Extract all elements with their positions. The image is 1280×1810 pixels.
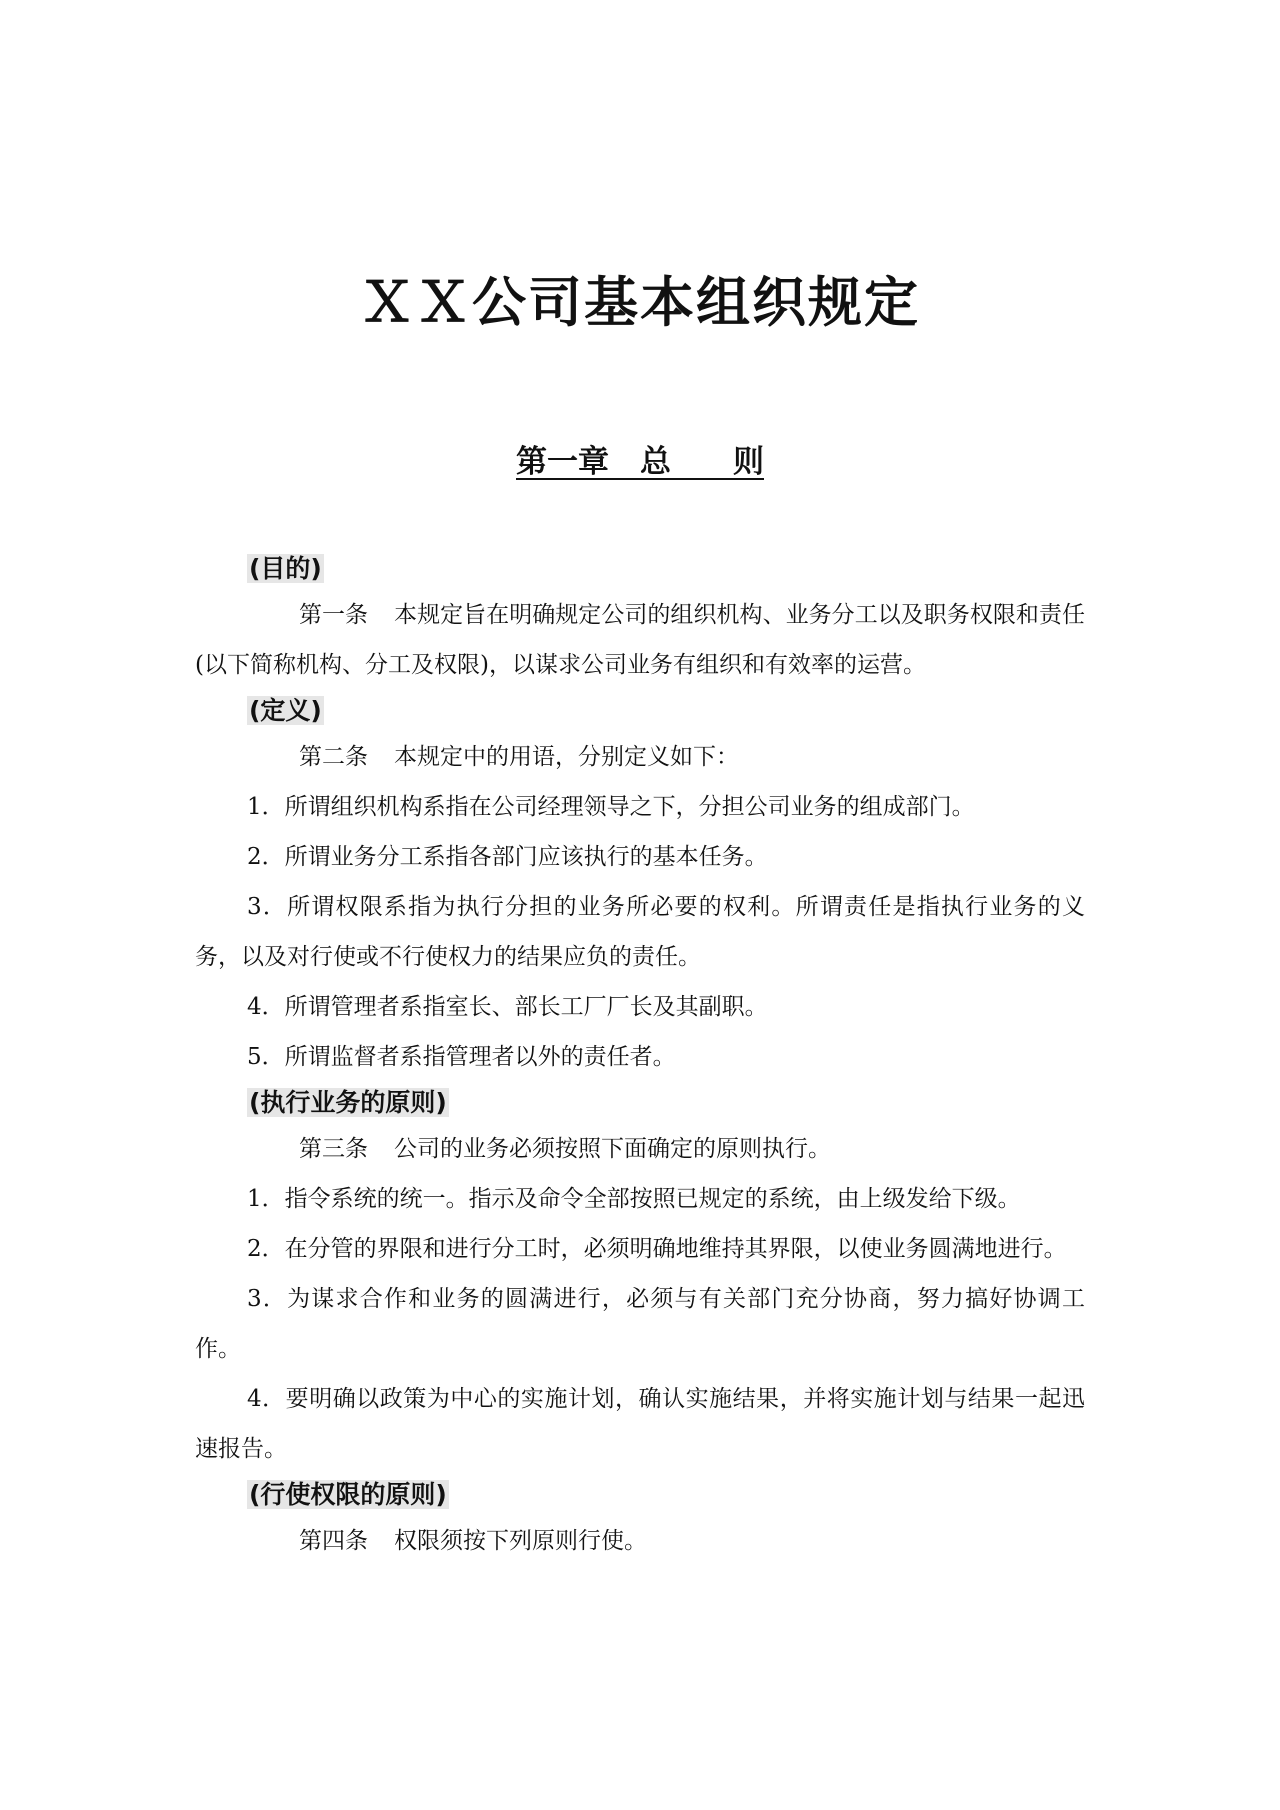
paragraph-text: 1．所谓组织机构系指在公司经理领导之下，分担公司业务的组成部门。	[247, 794, 975, 820]
article-number: 第一条	[299, 602, 368, 628]
article-number: 第二条	[299, 744, 368, 770]
document-title: ＸＸ公司基本组织规定	[360, 271, 920, 334]
paragraph-text: 公司的业务必须按照下面确定的原则执行。	[394, 1136, 831, 1162]
paragraph-text: 3．所谓权限系指为执行分担的业务所必要的权利。所谓责任是指执行业务的义务，以及对行使或不行使权力的结果应负的责任。	[195, 894, 1085, 970]
article-paragraph	[195, 732, 1085, 782]
article-paragraph	[195, 1516, 1085, 1566]
section-heading-text: (目的)	[249, 554, 322, 583]
article-number: 第四条	[299, 1528, 368, 1554]
paragraph-text: 4．要明确以政策为中心的实施计划，确认实施结果，并将实施计划与结果一起迅速报告。	[195, 1386, 1085, 1462]
section-heading	[247, 1082, 1085, 1124]
section-heading-text: (行使权限的原则)	[249, 1480, 447, 1509]
paragraph-text: 本规定中的用语，分别定义如下：	[394, 744, 739, 770]
list-item	[195, 1174, 1085, 1224]
paragraph-text: 4．所谓管理者系指室长、部长工厂厂长及其副职。	[247, 994, 768, 1020]
list-item	[195, 982, 1085, 1032]
section-heading	[247, 548, 1085, 590]
paragraph-text: 3．为谋求合作和业务的圆满进行，必须与有关部门充分协商，努力搞好协调工作。	[195, 1286, 1085, 1362]
paragraph-text: 2．在分管的界限和进行分工时，必须明确地维持其界限，以使业务圆满地进行。	[247, 1236, 1067, 1262]
document-body	[195, 548, 1085, 1566]
chapter-title	[0, 440, 1280, 484]
list-item	[195, 1374, 1085, 1474]
section-heading	[247, 690, 1085, 732]
list-item	[195, 782, 1085, 832]
paragraph-text: 5．所谓监督者系指管理者以外的责任者。	[247, 1044, 676, 1070]
paragraph-text: 2．所谓业务分工系指各部门应该执行的基本任务。	[247, 844, 768, 870]
article-paragraph	[195, 1124, 1085, 1174]
list-item	[195, 1274, 1085, 1374]
article-paragraph	[195, 590, 1085, 690]
paragraph-text: 1．指令系统的统一。指示及命令全部按照已规定的系统，由上级发给下级。	[247, 1186, 1021, 1212]
list-item	[195, 882, 1085, 982]
list-item	[195, 1224, 1085, 1274]
paragraph-text: 本规定旨在明确规定公司的组织机构、业务分工以及职务权限和责任(以下简称机构、分工及权限)，以谋求公司业务有组织和有效率的运营。	[195, 602, 1085, 678]
paragraph-text: 权限须按下列原则行使。	[394, 1528, 647, 1554]
section-heading	[247, 1474, 1085, 1516]
section-heading-text: (执行业务的原则)	[249, 1088, 447, 1117]
list-item	[195, 1032, 1085, 1082]
list-item	[195, 832, 1085, 882]
section-heading-text: (定义)	[249, 696, 322, 725]
chapter-title-text: 第一章 总 则	[516, 444, 764, 480]
article-number: 第三条	[299, 1136, 368, 1162]
